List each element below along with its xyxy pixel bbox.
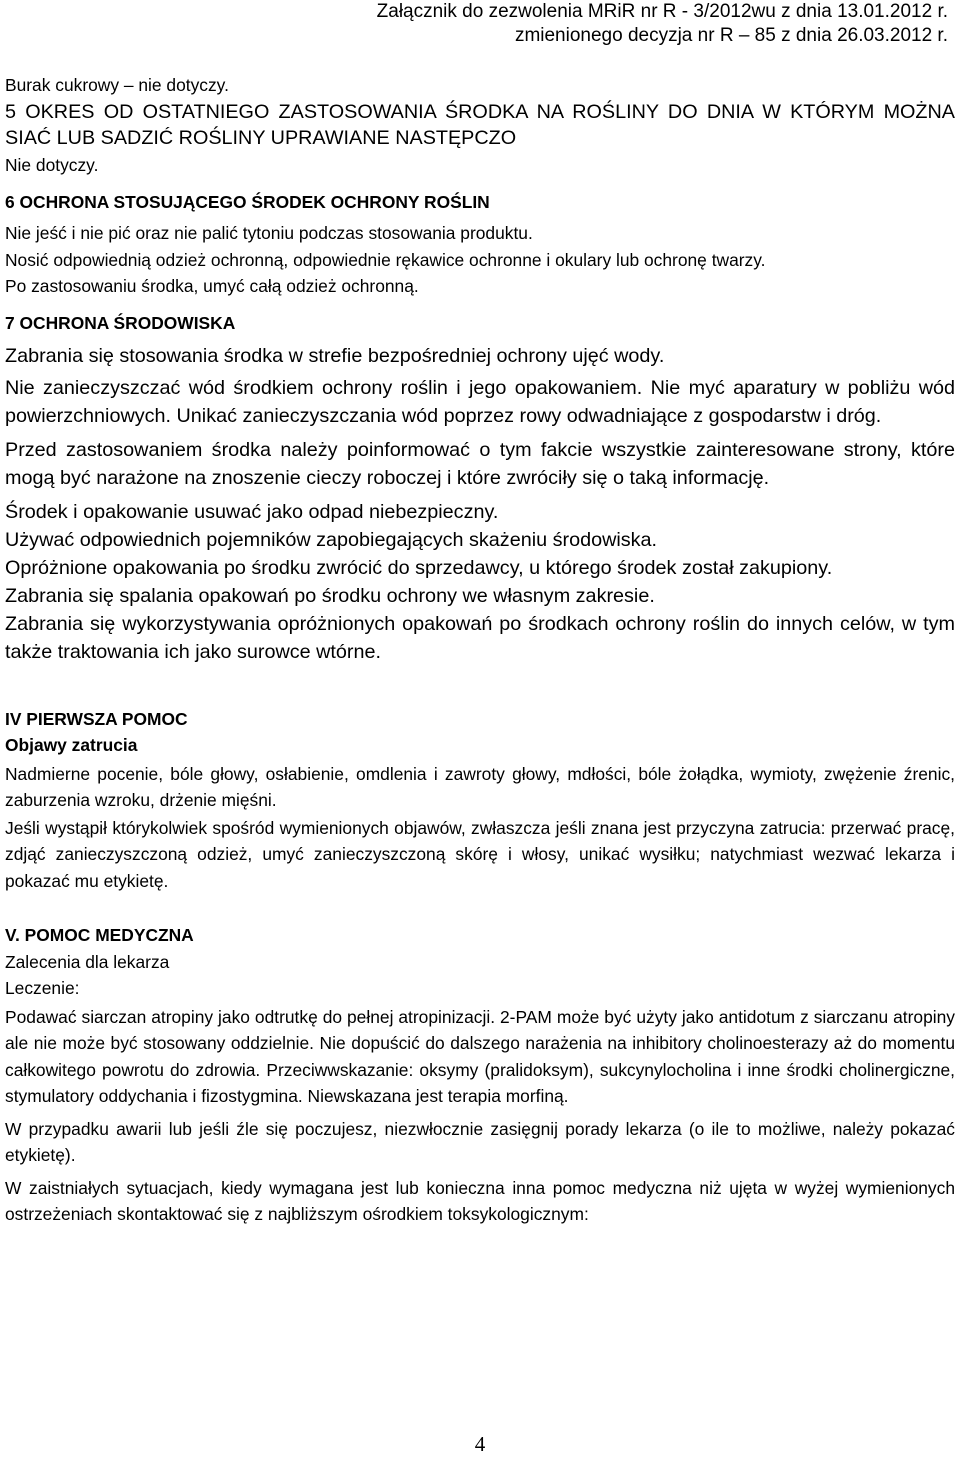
page-number: 4 <box>474 1432 486 1456</box>
section-7-paragraph-3: Przed zastosowaniem środka należy poinformować o tym fakcie wszystkie zainteresowane strony, które mogą być narażone na znoszenie cieczy roboczej i które zwróciły się o taką informację. <box>5 438 955 489</box>
section-v-subheading-1: Zalecenia dla lekarza <box>5 951 170 972</box>
section-7-paragraph-7: Zabrania się spalania opakowań po środku ochrony we własnym zakresie. <box>5 584 655 607</box>
section-7-heading: 7 OCHRONA ŚRODOWISKA <box>5 312 236 333</box>
section-iv-subheading: Objawy zatrucia <box>5 735 138 755</box>
header-line-2: zmienionego decyzja nr R – 85 z dnia 26.03.2012 r. <box>514 25 948 46</box>
section-v-paragraph-2: W przypadku awarii lub jeśli źle się poczujesz, niezwłocznie zasięgnij porady lekarza (o ile to możliwe, należy pokazać etykietę). <box>5 1118 955 1165</box>
header-line-1: Załącznik do zezwolenia MRiR nr R - 3/2012wu z dnia 13.01.2012 r. <box>376 1 948 22</box>
intro-text: Burak cukrowy – nie dotyczy. <box>5 75 229 95</box>
section-7-paragraph-8: Zabrania się wykorzystywania opróżnionych opakowań po środkach ochrony roślin do innych celów, w tym także traktowania ich jako surowce wtórne. <box>5 612 955 663</box>
document-header <box>5 0 955 48</box>
section-5-text: Nie dotyczy. <box>5 154 99 175</box>
section-7-paragraph-4: Środek i opakowanie usuwać jako odpad niebezpieczny. <box>5 500 499 523</box>
section-iv-paragraph-1: Nadmierne pocenie, bóle głowy, osłabienie, omdlenia i zawroty głowy, mdłości, bóle żołądka, wymioty, zwężenie źrenic, zaburzenia wzroku, drżenie mięśni. <box>5 763 955 810</box>
section-6-heading: 6 OCHRONA STOSUJĄCEGO ŚRODEK OCHRONY ROŚLIN <box>5 192 490 212</box>
section-5-heading: 5 OKRES OD OSTATNIEGO ZASTOSOWANIA ŚRODKA NA ROŚLINY DO DNIA W KTÓRYM MOŻNA SIAĆ LUB SADZIĆ ROŚLINY UPRAWIANE NASTĘPCZO <box>5 100 955 149</box>
section-6-paragraph-3: Po zastosowaniu środka, umyć całą odzież ochronną. <box>5 276 419 296</box>
section-iv-heading: IV PIERWSZA POMOC <box>5 708 188 729</box>
section-7-paragraph-2: Nie zanieczyszczać wód środkiem ochrony roślin i jego opakowaniem. Nie myć aparatury w pobliżu wód powierzchniowych. Unikać zanieczyszczania wód poprzez rowy odwadniające z gospodarstw i dróg. <box>5 376 955 427</box>
section-v-subheading-2: Leczenie: <box>5 978 80 998</box>
document-page <box>5 0 955 1228</box>
section-v-heading: V. POMOC MEDYCZNA <box>5 925 194 945</box>
section-6-paragraph-1: Nie jeść i nie pić oraz nie palić tytoniu podczas stosowania produktu. <box>5 223 533 243</box>
section-v-paragraph-3: W zaistniałych sytuacjach, kiedy wymagana jest lub konieczna inna pomoc medyczna niż ujęta w wyżej wymienionych ostrzeżeniach skontaktować się z najbliższym ośrodkiem toksykologicznym: <box>5 1177 955 1224</box>
section-7-paragraph-6: Opróżnione opakowania po środku zwrócić do sprzedawcy, u którego środek został zakupiony. <box>5 556 833 579</box>
section-v-paragraph-1: Podawać siarczan atropiny jako odtrutkę do pełnej atropinizacji. 2-PAM może być użyty jako antidotum z siarczanu atropiny ale nie może być stosowany oddzielnie. Nie dopuścić do dalszego narażenia na inhibitory cholinoesterazy aż do momentu całkowitego powrotu do zdrowia. Przeciwwskazanie: oksymy (pralidoksym), sukcynylocholina i inne środki cholinergiczne, stymulatory oddychania i fizostygmina. Niewskazana jest terapia morfiną. <box>5 1006 955 1106</box>
section-6-paragraph-2: Nosić odpowiednią odzież ochronną, odpowiednie rękawice ochronne i okulary lub ochronę twarzy. <box>5 249 766 270</box>
section-7-paragraph-5: Używać odpowiednich pojemników zapobiegających skażeniu środowiska. <box>5 528 658 551</box>
section-7-paragraph-1: Zabrania się stosowania środka w strefie bezpośredniej ochrony ujęć wody. <box>5 344 665 367</box>
section-iv-paragraph-2: Jeśli wystąpił którykolwiek spośród wymienionych objawów, zwłaszcza jeśli znana jest przyczyna zatrucia: przerwać pracę, zdjąć zanieczyszczoną odzież, umyć zanieczyszczoną skórę i włosy, unikać wysiłku; natychmiast wezwać lekarza i pokazać mu etykietę. <box>5 817 955 891</box>
